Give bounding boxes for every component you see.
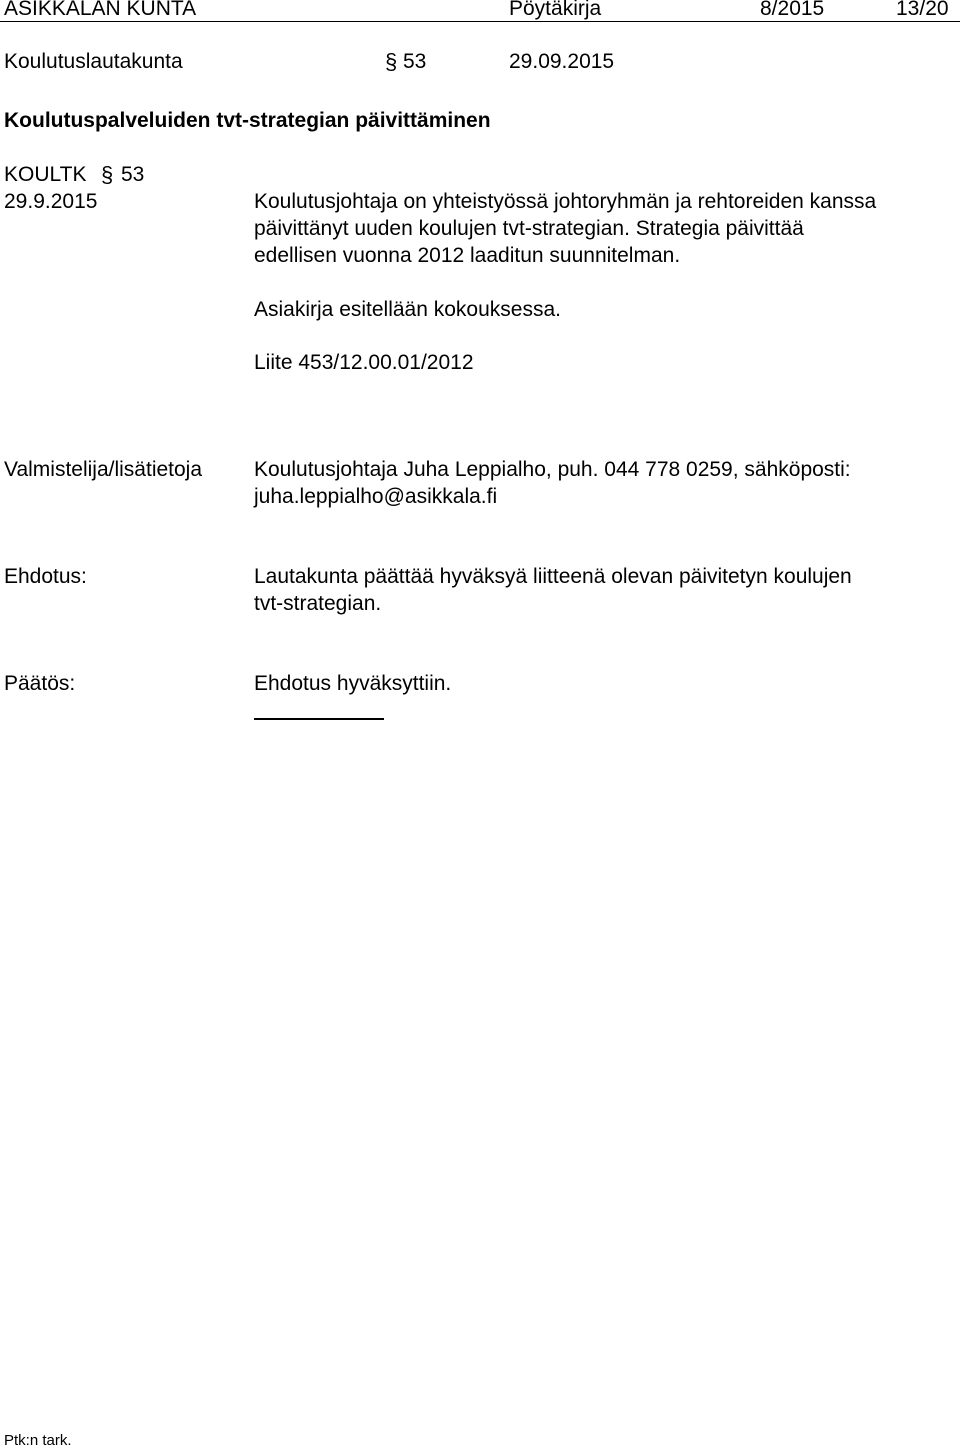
item-title: Koulutuspalveluiden tvt-strategian päivittäminen xyxy=(4,109,491,132)
decision-label: Päätös: xyxy=(4,672,76,695)
reference-section-sign: § xyxy=(101,162,114,187)
decision-text: Ehdotus hyväksyttiin. xyxy=(254,672,452,695)
reference-label: KOULTK xyxy=(4,163,87,186)
attachment-reference: Liite 453/12.00.01/2012 xyxy=(254,351,474,374)
reference-number: 53 xyxy=(121,163,145,186)
body-line: päivittänyt uuden koulujen tvt-strategian. Strategia päivittää xyxy=(254,217,804,240)
preparer-info xyxy=(254,456,954,510)
meeting-date: 29.09.2015 xyxy=(509,50,615,73)
body-line: edellisen vuonna 2012 laaditun suunnitelman. xyxy=(254,244,681,267)
committee-name: Koulutuslautakunta xyxy=(4,50,183,73)
document-number: 8/2015 xyxy=(760,0,825,20)
presentation-note: Asiakirja esitellään kokouksessa. xyxy=(254,298,561,321)
organization-name: ASIKKALAN KUNTA xyxy=(4,0,197,20)
section-number: 53 xyxy=(403,50,427,73)
proposal-text xyxy=(254,563,954,617)
body-line: Koulutusjohtaja on yhteistyössä johtoryhmän ja rehtoreiden kanssa xyxy=(254,190,877,213)
decision-underline xyxy=(254,718,384,720)
section-sign: § xyxy=(385,49,398,74)
proposal-line: tvt-strategian. xyxy=(254,592,382,615)
reference-date: 29.9.2015 xyxy=(4,190,98,213)
item-body xyxy=(254,188,954,269)
header-rule xyxy=(0,21,960,22)
preparer-email: juha.leppialho@asikkala.fi xyxy=(254,485,498,508)
document-type: Pöytäkirja xyxy=(509,0,602,20)
page-number: 13/20 xyxy=(896,0,949,20)
proposal-label: Ehdotus: xyxy=(4,565,87,588)
preparer-label: Valmistelija/lisätietoja xyxy=(4,458,203,481)
minutes-checkers-label: Ptk:n tark. xyxy=(4,1432,72,1449)
proposal-line: Lautakunta päättää hyväksyä liitteenä olevan päivitetyn koulujen xyxy=(254,565,852,588)
preparer-line: Koulutusjohtaja Juha Leppialho, puh. 044 778 0259, sähköposti: xyxy=(254,458,851,481)
